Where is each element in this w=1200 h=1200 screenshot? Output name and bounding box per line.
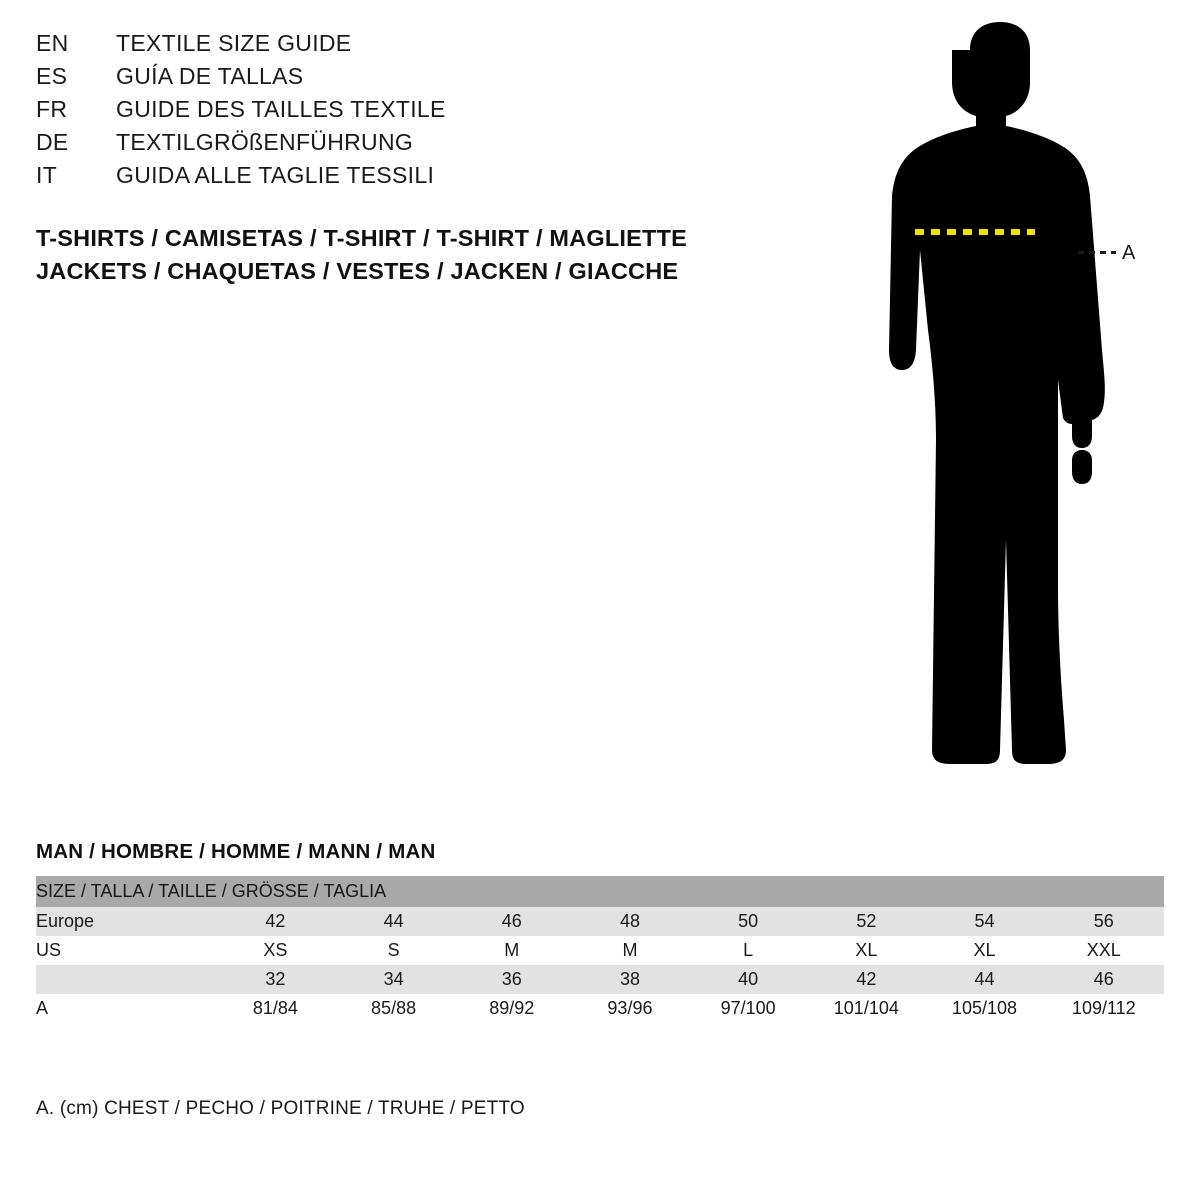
row-label: Europe xyxy=(36,907,216,936)
table-cell: 56 xyxy=(1044,907,1164,936)
table-cell: 42 xyxy=(216,907,334,936)
chest-measure-line xyxy=(820,20,1180,780)
language-row xyxy=(36,129,736,162)
table-cell: 50 xyxy=(689,907,807,936)
table-cell: XXL xyxy=(1044,936,1164,965)
size-table-section xyxy=(36,840,1164,1023)
language-code: EN xyxy=(36,30,69,56)
table-header-row xyxy=(36,876,1164,907)
language-code: FR xyxy=(36,96,68,122)
language-title: GUIDA ALLE TAGLIE TESSILI xyxy=(116,162,435,188)
table-cell: 54 xyxy=(925,907,1043,936)
table-cell: XS xyxy=(216,936,334,965)
language-title: TEXTILE SIZE GUIDE xyxy=(116,30,352,56)
language-code: IT xyxy=(36,162,58,188)
table-cell: M xyxy=(453,936,571,965)
table-row xyxy=(36,965,1164,994)
row-label: US xyxy=(36,936,216,965)
category-line-tshirts: T-SHIRTS / CAMISETAS / T-SHIRT / T-SHIRT / MAGLIETTE xyxy=(36,225,687,251)
table-cell: 85/88 xyxy=(334,994,452,1023)
table-cell: 42 xyxy=(807,965,925,994)
category-line-jackets: JACKETS / CHAQUETAS / VESTES / JACKEN / GIACCHE xyxy=(36,258,679,284)
table-cell: 93/96 xyxy=(571,994,689,1023)
table-cell: L xyxy=(689,936,807,965)
table-row xyxy=(36,994,1164,1023)
table-cell: 48 xyxy=(571,907,689,936)
table-header-label: SIZE / TALLA / TAILLE / GRÖSSE / TAGLIA xyxy=(36,881,387,901)
language-row xyxy=(36,63,736,96)
language-code: ES xyxy=(36,63,68,89)
language-row xyxy=(36,96,736,129)
language-row xyxy=(36,162,736,195)
footnote: A. (cm) CHEST / PECHO / POITRINE / TRUHE / PETTO xyxy=(36,1098,525,1119)
table-cell: 44 xyxy=(925,965,1043,994)
table-cell: 101/104 xyxy=(807,994,925,1023)
table-cell: 34 xyxy=(334,965,452,994)
table-cell: 81/84 xyxy=(216,994,334,1023)
table-cell: 97/100 xyxy=(689,994,807,1023)
table-row xyxy=(36,936,1164,965)
measure-label-a: A xyxy=(1122,242,1136,264)
language-title: TEXTILGRÖßENFÜHRUNG xyxy=(116,129,414,155)
measure-leader-line xyxy=(1078,251,1116,254)
table-cell: 89/92 xyxy=(453,994,571,1023)
table-cell: XL xyxy=(925,936,1043,965)
table-cell: M xyxy=(571,936,689,965)
body-figure xyxy=(820,20,1180,780)
language-title: GUIDE DES TAILLES TEXTILE xyxy=(116,96,446,122)
table-cell: 36 xyxy=(453,965,571,994)
table-cell: XL xyxy=(807,936,925,965)
language-header-block xyxy=(36,30,736,195)
table-row xyxy=(36,907,1164,936)
table-cell: 44 xyxy=(334,907,452,936)
table-cell: 32 xyxy=(216,965,334,994)
table-cell: 46 xyxy=(1044,965,1164,994)
table-group-title: MAN / HOMBRE / HOMME / MANN / MAN xyxy=(36,840,436,863)
table-cell: 40 xyxy=(689,965,807,994)
table-cell: 109/112 xyxy=(1044,994,1164,1023)
table-cell: 52 xyxy=(807,907,925,936)
row-label xyxy=(36,965,216,994)
size-table xyxy=(36,876,1164,1023)
row-label: A xyxy=(36,994,216,1023)
table-cell: 38 xyxy=(571,965,689,994)
table-cell: S xyxy=(334,936,452,965)
language-row xyxy=(36,30,736,63)
category-block xyxy=(36,222,776,288)
language-code: DE xyxy=(36,129,69,155)
table-cell: 46 xyxy=(453,907,571,936)
language-title: GUÍA DE TALLAS xyxy=(116,63,304,89)
table-cell: 105/108 xyxy=(925,994,1043,1023)
